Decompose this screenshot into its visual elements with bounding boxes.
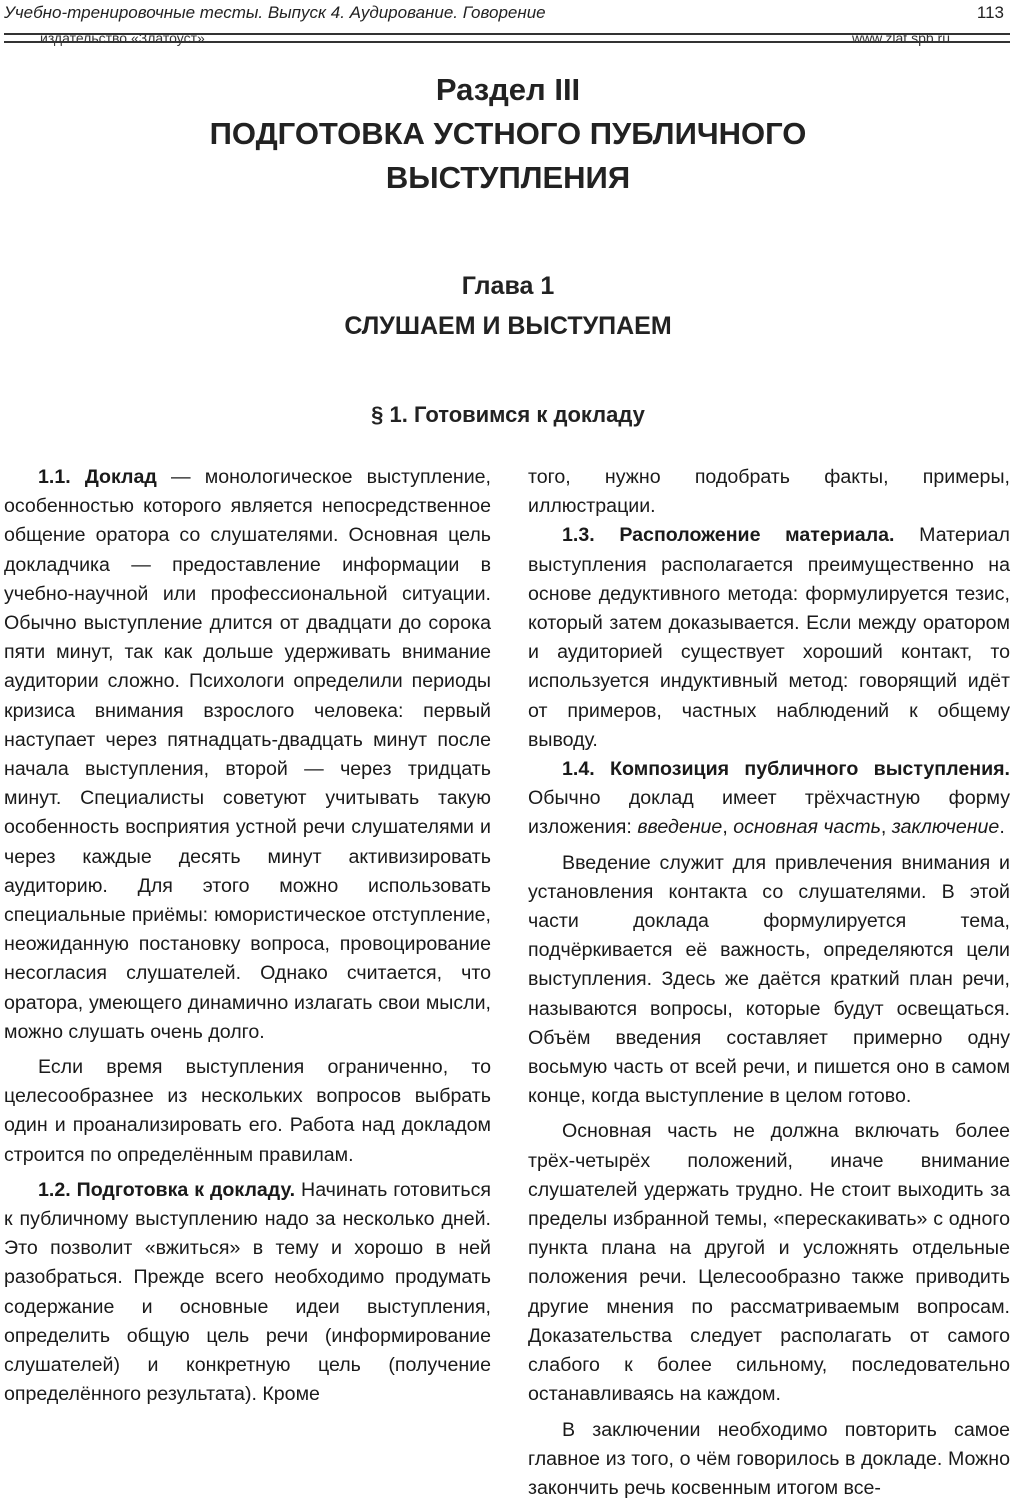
paragraph-text: Начинать готовиться к публичному выступлению надо за несколько дней. Это позволит «вжиться» в тему и хорошо в ней разобраться. Прежде всего необходимо продумать содержание и основные идеи выступления, определить общую цель речи (информирование слушателей) и конкретную цель (получение определённого результата). Кроме: [4, 1179, 491, 1405]
paragraph-continuation: того, нужно подобрать факты, примеры, иллюстрации.: [528, 463, 1010, 521]
left-column: [4, 463, 491, 1410]
term-conclusion: заключение: [892, 816, 1000, 838]
paragraph-heading: § 1. Готовимся к докладу: [0, 402, 1016, 428]
publisher: издательство «Златоуст»: [40, 30, 205, 46]
paragraph-text: Материал выступления располагается преимущественно на основе дедуктивного метода: формулируется тезис, который затем доказывается. Если между оратором и аудиторией существует хороший контакт, то используется индуктивный метод: говорящий идёт от примеров, частных наблюдений к общему выводу.: [528, 524, 1010, 750]
page-number: 113: [977, 3, 1004, 23]
paragraph-introduction: Введение служит для привлечения внимания и установления контакта со слушателями. В этой части доклада формулируется тема, подчёркивается её важность, определяются цели выступления. Здесь же даётся краткий план речи, называются вопросы, которые будут освещаться. Объём введения составляет примерно одну восьмую часть от всей речи, и пишется оно в самом конце, когда выступление в целом готово.: [528, 849, 1010, 1112]
paragraph-main-part: Основная часть не должна включать более трёх-четырёх положений, иначе внимание слушателей удержать трудно. Не стоит выходить за пределы избранной темы, «перескакивать» с одного пункта плана на другой и усложнять отдельные положения речи. Целесообразно также приводить другие мнения по рассматриваемым вопросам. Доказательства следует располагать от самого слабого к более сильному, последовательно останавливаясь на каждом.: [528, 1117, 1010, 1409]
section-label: Раздел III: [0, 68, 1016, 112]
chapter-heading: [0, 266, 1016, 346]
period: .: [999, 816, 1004, 838]
term-1-1: 1.1. Доклад: [38, 466, 157, 488]
paragraph-conclusion: В заключении необходимо повторить самое главное из того, о чём говорилось в докладе. Можно закончить речь косвенным итогом все-: [528, 1416, 1010, 1503]
chapter-label: Глава 1: [0, 266, 1016, 306]
term-1-4: 1.4. Композиция публичного выступления.: [562, 758, 1010, 780]
section-title-line1: ПОДГОТОВКА УСТНОГО ПУБЛИЧНОГО: [0, 112, 1016, 156]
book-title: Учебно-тренировочные тесты. Выпуск 4. Аудирование. Говорение: [4, 3, 546, 23]
paragraph-text: Обычно доклад имеет трёхчастную форму изложения:: [528, 787, 1010, 838]
term-main-part: основная часть: [733, 816, 881, 838]
term-1-2: 1.2. Подготовка к докладу.: [38, 1179, 295, 1201]
paragraph-time-limit: Если время выступления ограниченно, то целесообразнее из нескольких вопросов выбрать один и проанализировать его. Работа над докладом строится по определённым правилам.: [4, 1053, 491, 1170]
term-1-3: 1.3. Расположение материала.: [562, 524, 894, 546]
section-heading: [0, 68, 1016, 200]
paragraph-1-2: [4, 1176, 491, 1410]
chapter-title: СЛУШАЕМ И ВЫСТУПАЕМ: [0, 306, 1016, 346]
paragraph-1-4: [528, 755, 1010, 843]
right-column: [528, 463, 1010, 1503]
paragraph-1-1: [4, 463, 491, 1047]
paragraph-1-3: [528, 521, 1010, 755]
separator: ,: [722, 816, 733, 838]
paragraph-text: — монологическое выступление, особенностью которого является непосредственное общение оратора со слушателями. Основная цель докладчика — предоставление информации в учебно-научной или профессиональной ситуации. Обычно выступление длится от двадцати до сорока пяти минут, так как дольше удерживать внимание аудитории сложно. Психологи определили периоды кризиса внимания взрослого человека: первый наступает через пятнадцать-двадцать минут после начала выступления, второй — через тридцать минут. Специалисты советуют учитывать такую особенность восприятия устной речи слушателями и через каждые десять минут активизировать аудиторию. Для этого можно использовать специальные приёмы: юмористическое отступление, неожиданную постановку вопроса, провоцирование несогласия слушателей. Однако считается, что оратора, умеющего динамично излагать свои мысли, можно слушать очень долго.: [4, 466, 491, 1043]
term-introduction: введение: [637, 816, 722, 838]
separator: ,: [881, 816, 892, 838]
section-title-line2: ВЫСТУПЛЕНИЯ: [0, 156, 1016, 200]
website: www.zlat.spb.ru: [852, 30, 950, 46]
